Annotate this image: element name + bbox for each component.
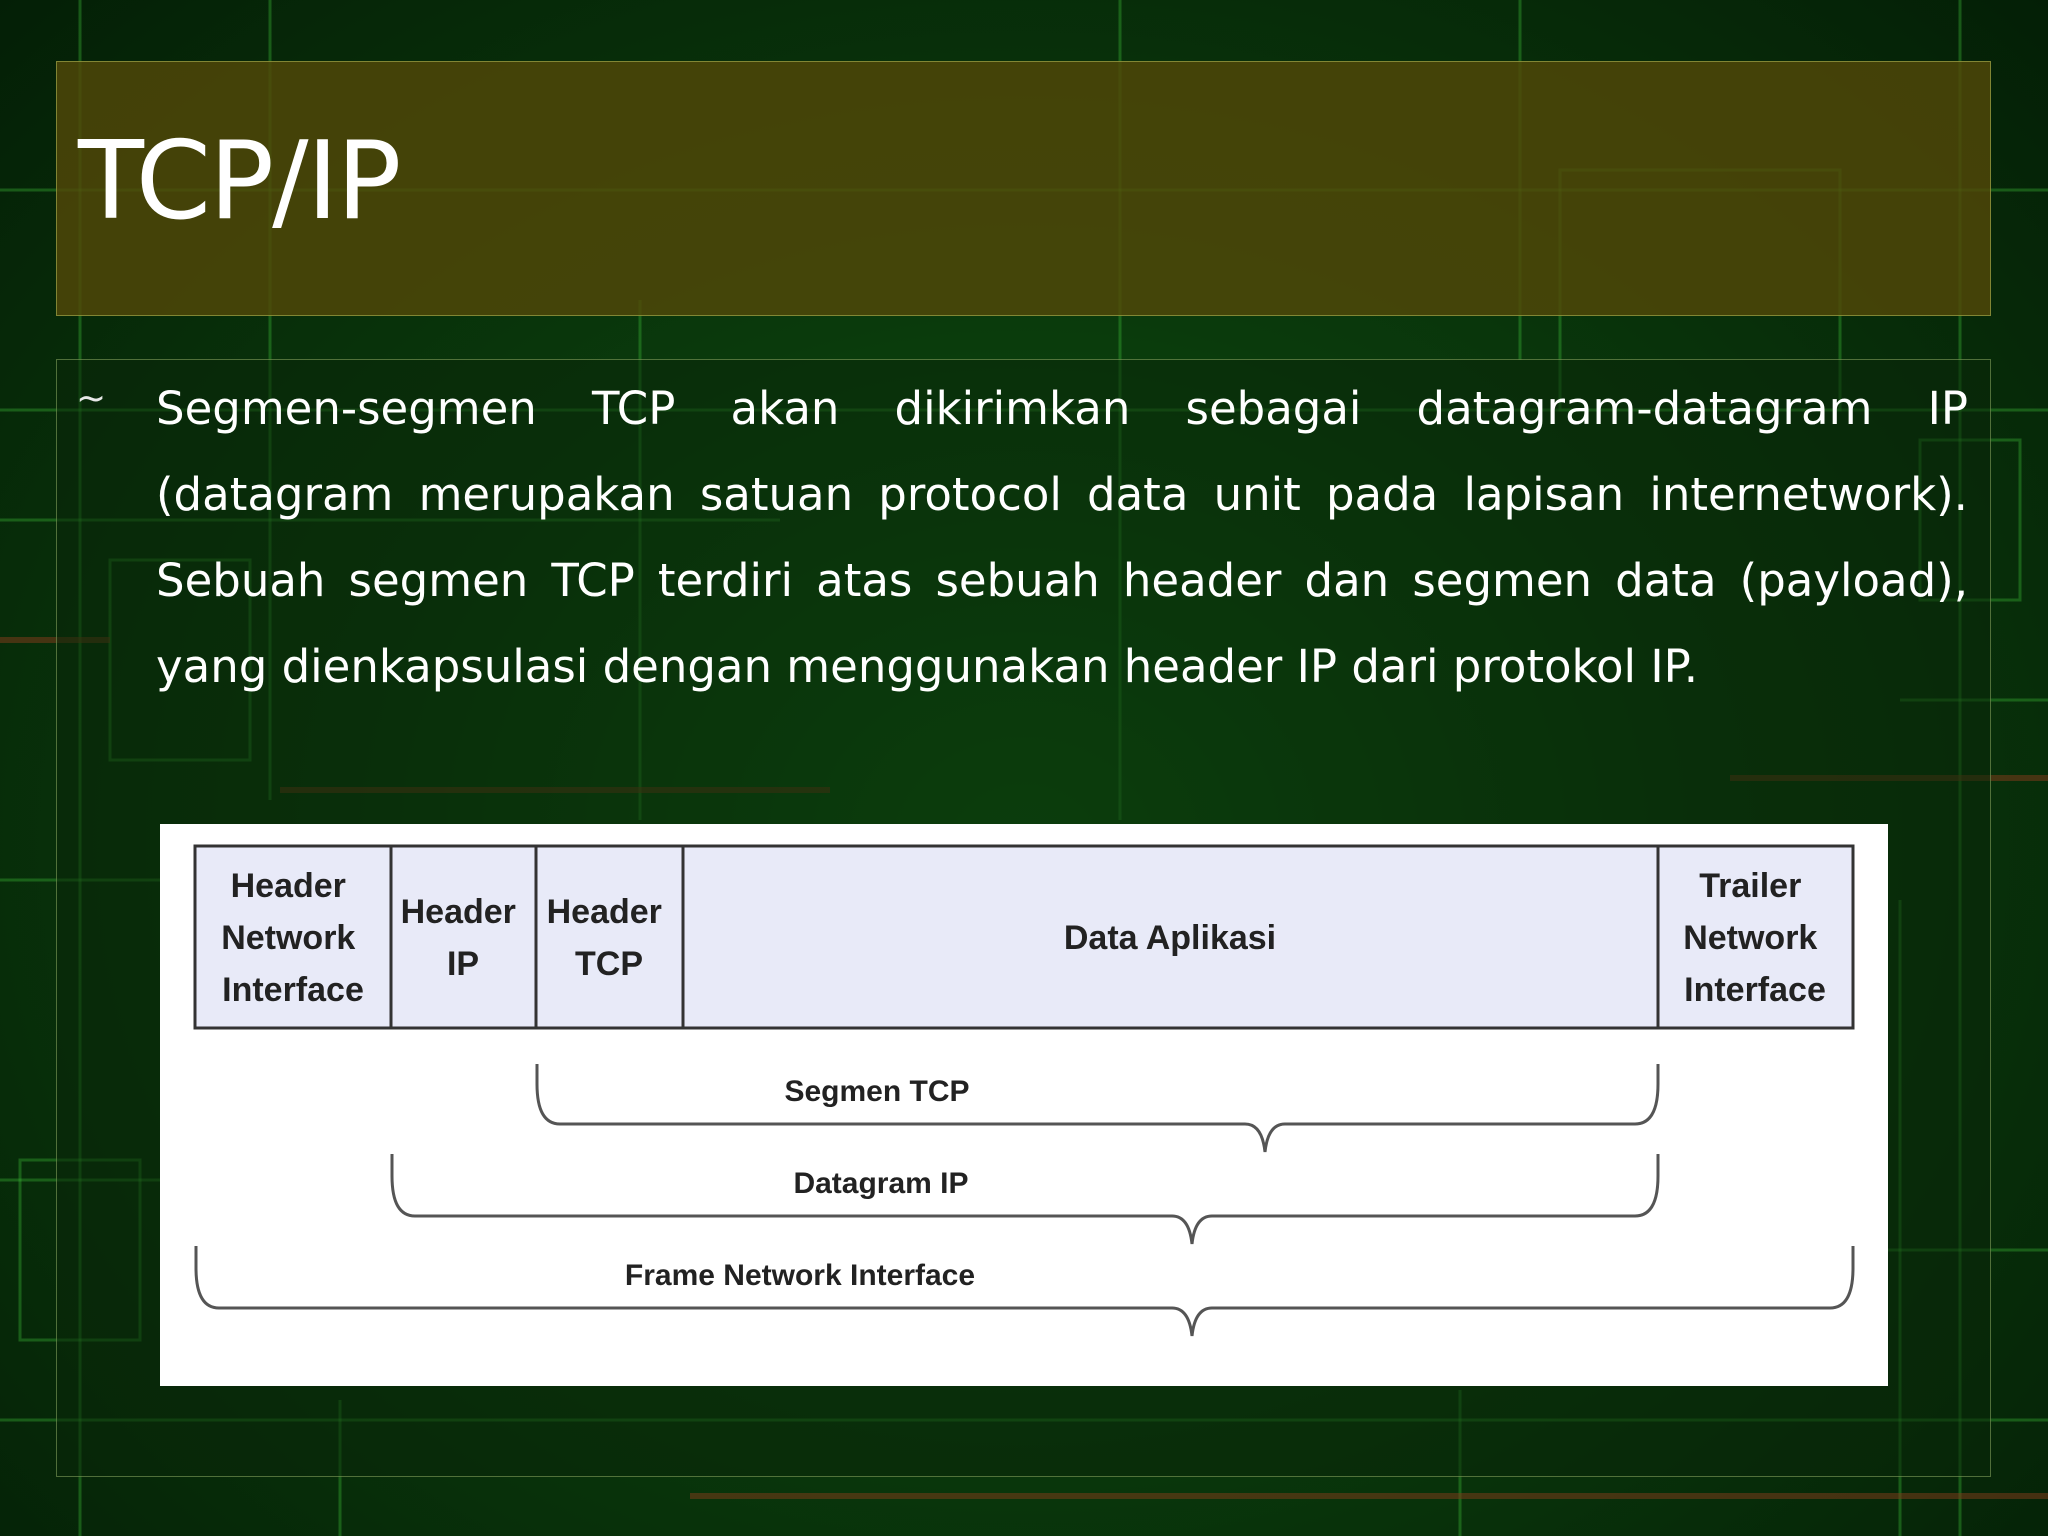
segment-label-trailer-network-interface: Trailer Network Interface <box>1683 867 1826 1009</box>
brace-frame-network-interface <box>196 1246 1853 1336</box>
bullet-marker: ~ <box>76 378 107 419</box>
slide-title: TCP/IP <box>78 119 400 244</box>
brace-segmen-tcp <box>537 1064 1658 1152</box>
encapsulation-diagram <box>160 824 1888 1386</box>
brace-label-frame-network-interface: Frame Network Interface <box>624 1259 976 1292</box>
brace-datagram-ip <box>392 1154 1658 1244</box>
segment-label-header-network-interface: Header Network Interface <box>221 867 364 1009</box>
bullet-paragraph: Segmen-segmen TCP akan dikirimkan sebagai datagram-datagram IP (datagram merupakan satuan protocol data unit pada lapisan internetwork). Sebuah segmen TCP terdiri atas sebuah header dan segmen data (payload), yang dienkapsulasi dengan menggunakan header IP dari protokol IP. <box>156 382 1968 693</box>
segment-label-header-tcp: Header TCP <box>546 893 662 983</box>
segment-box-header-ip <box>391 846 536 1028</box>
brace-label-datagram-ip: Datagram IP <box>793 1167 969 1200</box>
segment-row <box>195 846 1853 1028</box>
segment-label-data-aplikasi: Data Aplikasi <box>1063 919 1277 957</box>
segment-box-header-tcp <box>536 846 683 1028</box>
segment-label-header-ip: Header IP <box>400 893 516 983</box>
brace-label-segmen-tcp: Segmen TCP <box>784 1075 970 1108</box>
